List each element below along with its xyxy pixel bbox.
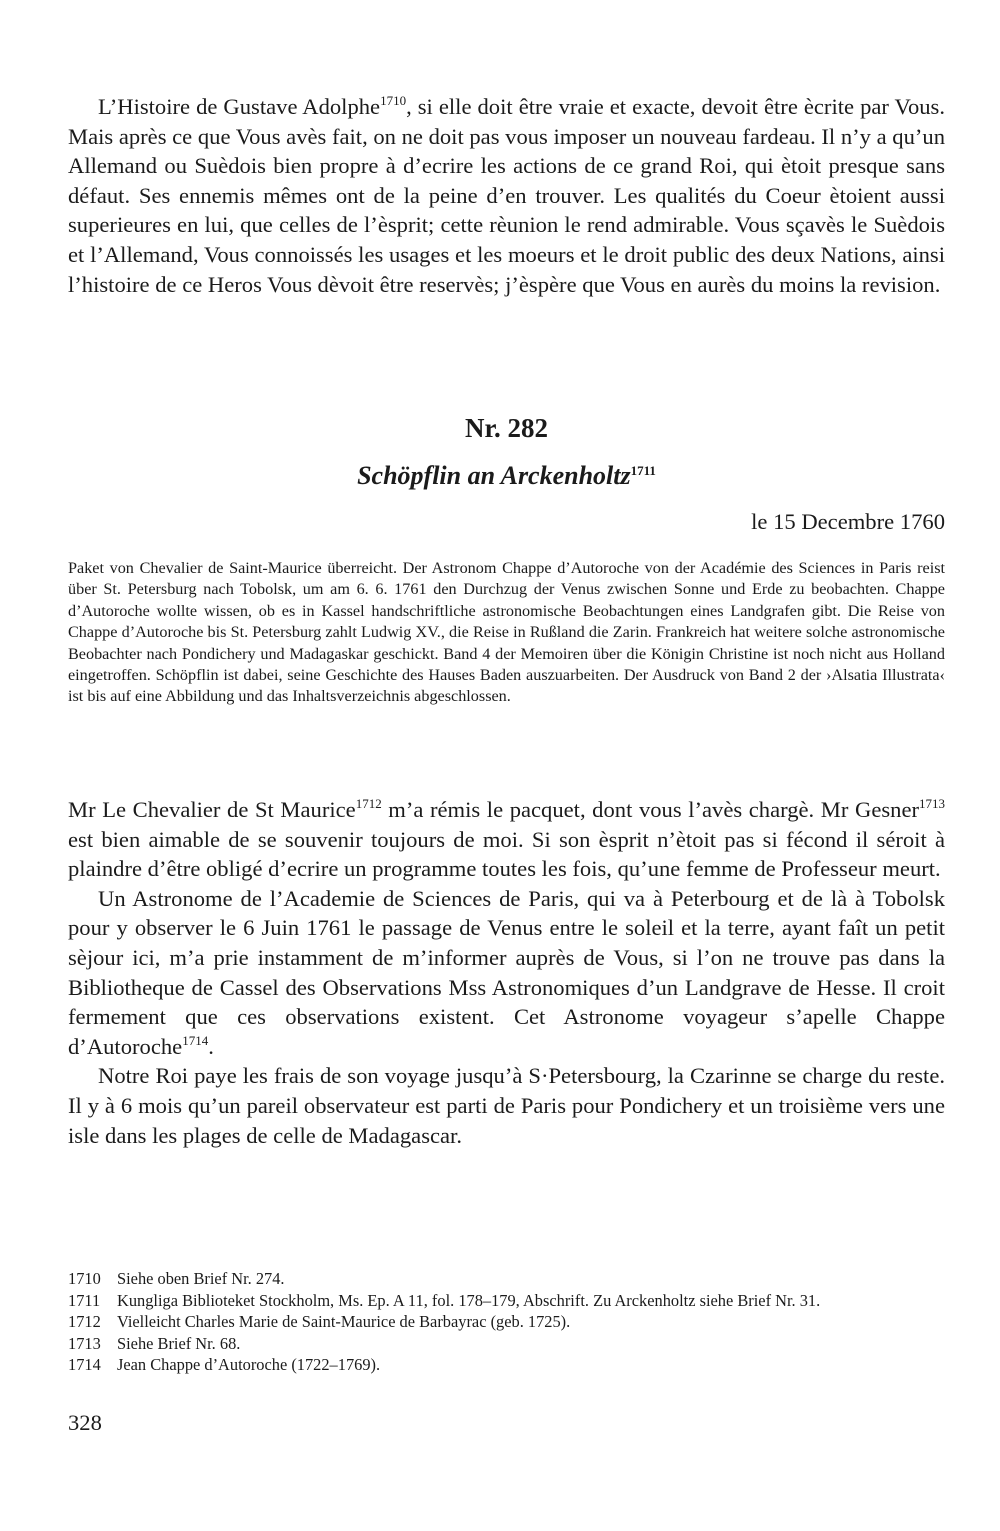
- letter-number: Nr. 282: [464, 413, 548, 443]
- body-text: Un Astronome de l’Academie de Sciences de Paris, qui va à Peterbourg et de là à Tobolsk pour y observer le 6 Juin 1761 le passage de Venus entre le soleil et la terre, ayant faît un petit sèjour ici, m’a prie instamment de m’informer auprès de Vous, si l’on ne trouve pas dans la Bibliotheque de Cassel des Observations Mss Astronomiques d’un Landgrave de Hesse. Il croit fermement que ces observations existent. Cet Astronome voyageur s’apelle Chappe d’Autoroche: [68, 885, 945, 1059]
- letter-title: [68, 460, 945, 492]
- body-text: Mr Le Chevalier de St Maurice: [68, 797, 356, 822]
- footnote-number: 1711: [68, 1290, 101, 1310]
- body-paragraph-3: Notre Roi paye les frais de son voyage jusqu’à S·Petersbourg, la Czarinne se charge du reste. Il y à 6 mois qu’un pareil observateur est parti de Paris pour Pondichery et un troisième vers une isle dans les plages de celle de Madagascar.: [68, 1063, 945, 1148]
- footnote-ref-1712[interactable]: 1712: [355, 796, 382, 811]
- footnote-number: 1713: [68, 1333, 101, 1353]
- letter-body: [68, 795, 945, 1150]
- footnote-item: [68, 1290, 945, 1312]
- footnote-text: Siehe Brief Nr. 68.: [117, 1333, 241, 1353]
- letter-date: le 15 Decembre 1760: [751, 509, 945, 534]
- footnote-item: [68, 1268, 945, 1290]
- footnote-ref-1714[interactable]: 1714: [182, 1032, 209, 1048]
- intro-text-continued: , si elle doit être vraie et exacte, devoit être ècrite par Vous. Mais après ce que Vous avès fait, on ne doit pas vous imposer un nouveau fardeau. Il n’y a qu’un Allemand ou Suèdois bien propre à d’ecrire les actions de ce grand Roi, qui ètoit presque sans défaut. Ses ennemis mêmes ont de la peine d’en trouver. Les qualités du Coeur ètoient aussi superieures en lui, que celles de l’èsprit; cette rèunion le rend admirable. Vous sçavès le Suèdois et l’Allemand, Vous connoissés les usages et les moeurs et le droit public des deux Nations, ainsi l’histoire de ce Heros Vous dèvoit être reservès; j’èspère que Vous en aurès du moins la revision.: [68, 94, 945, 297]
- footnote-ref-1713[interactable]: 1713: [919, 796, 945, 811]
- footnote-text: Kungliga Biblioteket Stockholm, Ms. Ep. A 11, fol. 178–179, Abschrift. Zu Arckenholtz siehe Brief Nr. 31.: [117, 1290, 821, 1310]
- footnote-item: [68, 1333, 945, 1355]
- body-paragraph-1: [68, 795, 945, 884]
- footnote-number: 1710: [68, 1269, 101, 1288]
- footnote-text: Siehe oben Brief Nr. 274.: [117, 1269, 285, 1288]
- footnote-text: Jean Chappe d’Autoroche (1722–1769).: [117, 1355, 381, 1375]
- body-text: m’a rémis le pacquet, dont vous l’avès chargè. Mr Gesner: [381, 797, 919, 822]
- intro-text: L’Histoire de Gustave Adolphe: [98, 94, 381, 119]
- footnote-text: Vielleicht Charles Marie de Saint-Maurice de Barbayrac (geb. 1725).: [117, 1312, 571, 1332]
- footnote-number: 1714: [68, 1355, 101, 1375]
- body-paragraph-2: [68, 884, 945, 1062]
- footnote-ref-1711[interactable]: 1711: [630, 463, 656, 478]
- intro-paragraph: [68, 92, 945, 299]
- letter-title-text: Schöpflin an Arckenholtz: [357, 461, 631, 490]
- footnote-item: [68, 1311, 945, 1333]
- letter-summary: Paket von Chevalier de Saint-Maurice überreicht. Der Astronom Chappe d’Autoroche von der Académie des Sciences in Paris reist über St. Petersburg nach Tobolsk, um am 6. 6. 1761 den Durchzug der Venus zwischen Sonne und Erde zu beobachten. Chappe d’Autoroche wollte wissen, ob es in Kassel handschriftliche astronomische Beobachtungen eines Landgrafen gibt. Die Reise von Chappe d’Autoroche bis St. Petersburg zahlt Ludwig XV., die Reise in Rußland die Zarin. Frankreich hat weitere solche astronomische Beobachter nach Pondichery und Madagaskar geschickt. Band 4 der Memoiren über die Königin Christine ist noch nicht aus Holland eingetroffen. Schöpflin ist dabei, seine Geschichte des Hauses Baden auszuarbeiten. Der Ausdruck von Band 2 der ›Alsatia Illustrata‹ ist bis auf eine Abbildung und das Inhaltsverzeichnis abgeschlossen.: [68, 559, 945, 706]
- body-text: .: [208, 1033, 214, 1059]
- footnote-item: [68, 1354, 945, 1376]
- book-page: [68, 0, 945, 1531]
- footnotes: [68, 1268, 945, 1376]
- footnote-ref-1710[interactable]: 1710: [380, 93, 407, 108]
- footnote-number: 1712: [68, 1312, 101, 1332]
- page-number: 328: [68, 1410, 102, 1435]
- body-text: est bien aimable de se souvenir toujours de moi. Si son èsprit n’ètoit pas si fécond il séroit à plaindre d’être obligé d’ecrire un programme toutes les fois, qu’une femme de Professeur meurt.: [68, 826, 945, 882]
